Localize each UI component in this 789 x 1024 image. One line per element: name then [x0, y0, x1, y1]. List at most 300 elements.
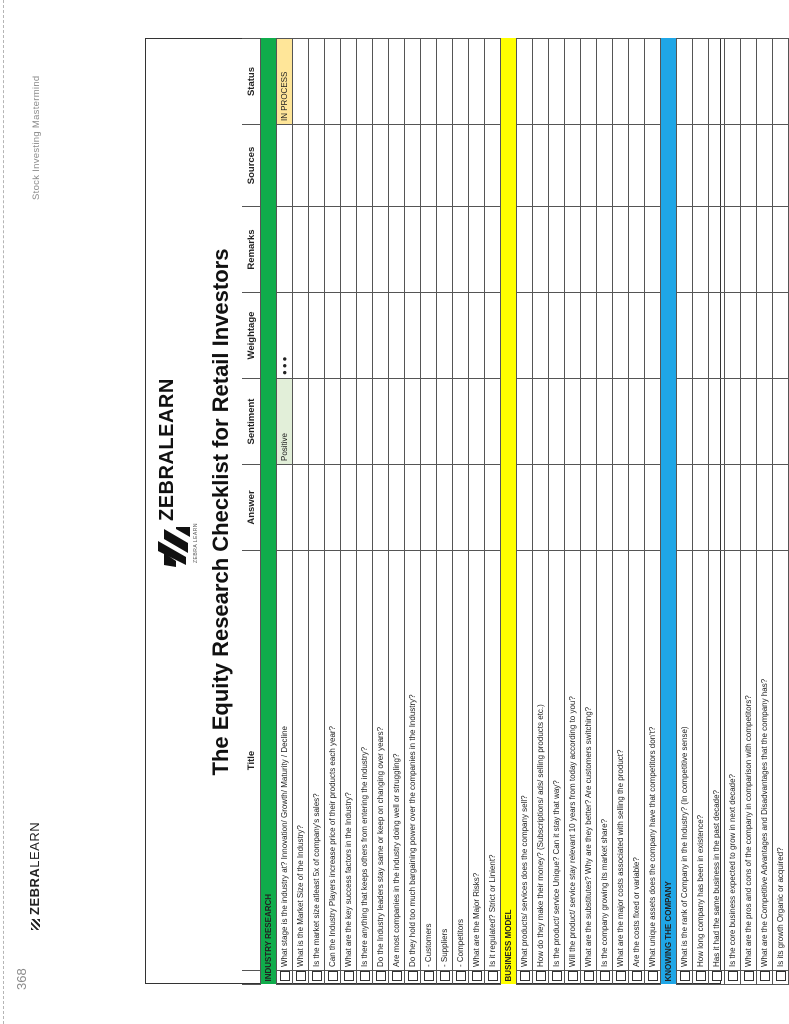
status-cell[interactable]: [677, 39, 693, 125]
status-cell[interactable]: [581, 39, 597, 125]
checklist-row: [517, 39, 533, 985]
status-cell[interactable]: [469, 39, 485, 125]
sentiment-cell[interactable]: [581, 379, 597, 465]
checkbox-cell: [517, 971, 533, 985]
checklist-checkbox[interactable]: [392, 971, 402, 981]
status-cell[interactable]: [373, 39, 389, 125]
answer-cell[interactable]: [677, 465, 693, 551]
remarks-cell[interactable]: [725, 207, 741, 293]
status-cell[interactable]: [357, 39, 373, 125]
status-cell[interactable]: [549, 39, 565, 125]
running-header: Stock Investing Mastermind: [31, 75, 42, 200]
answer-cell[interactable]: [341, 465, 357, 551]
checkbox-cell: [373, 971, 389, 985]
status-cell[interactable]: [533, 39, 549, 125]
question-text: Is the core business expected to grow in next decade?: [725, 551, 741, 971]
sources-cell[interactable]: [533, 125, 549, 207]
sentiment-cell[interactable]: [485, 379, 501, 465]
question-text: What are the key success factors in the Industry?: [341, 551, 357, 971]
answer-cell[interactable]: [293, 465, 309, 551]
answer-cell[interactable]: [325, 465, 341, 551]
remarks-cell[interactable]: [357, 207, 373, 293]
sentiment-cell[interactable]: [709, 379, 725, 465]
weightage-cell[interactable]: [421, 293, 437, 379]
checkbox-cell: [757, 971, 773, 985]
weightage-cell[interactable]: [453, 293, 469, 379]
checklist-row: [437, 39, 453, 985]
sources-cell[interactable]: [693, 125, 709, 207]
checklist-row: [341, 39, 357, 985]
remarks-cell[interactable]: [341, 207, 357, 293]
answer-cell[interactable]: [629, 465, 645, 551]
sources-cell[interactable]: [773, 125, 789, 207]
logo-area: [146, 39, 206, 985]
sentiment-cell[interactable]: [741, 379, 757, 465]
sources-cell[interactable]: [549, 125, 565, 207]
checklist-checkbox[interactable]: [408, 971, 418, 981]
status-cell[interactable]: [485, 39, 501, 125]
sources-cell[interactable]: [469, 125, 485, 207]
sentiment-cell[interactable]: [533, 379, 549, 465]
sentiment-cell[interactable]: [421, 379, 437, 465]
question-text: - Customers: [421, 551, 437, 971]
sentiment-cell[interactable]: [325, 379, 341, 465]
checklist-row: [549, 39, 565, 985]
checklist-checkbox[interactable]: [600, 971, 610, 981]
answer-cell[interactable]: [357, 465, 373, 551]
sources-cell[interactable]: [437, 125, 453, 207]
status-cell[interactable]: [709, 39, 725, 125]
answer-cell[interactable]: [453, 465, 469, 551]
weightage-cell[interactable]: [357, 293, 373, 379]
sentiment-cell[interactable]: [469, 379, 485, 465]
checklist-row: [565, 39, 581, 985]
remarks-cell[interactable]: [405, 207, 421, 293]
answer-cell[interactable]: [485, 465, 501, 551]
question-text: What are the pros and cons of the company in comparison with competitors?: [741, 551, 757, 971]
checklist-row: [373, 39, 389, 985]
checkbox-cell: [421, 971, 437, 985]
answer-cell[interactable]: [741, 465, 757, 551]
answer-cell[interactable]: [725, 465, 741, 551]
checkbox-cell: [741, 971, 757, 985]
status-cell[interactable]: [629, 39, 645, 125]
weightage-cell[interactable]: [725, 293, 741, 379]
col-answer: Answer: [242, 465, 261, 551]
section-knowing-the-company: [661, 39, 677, 985]
checklist-sheet: [146, 39, 785, 985]
question-text: Do they hold too much bargaining power over the companies in the Industry?: [405, 551, 421, 971]
checklist-body: [261, 39, 789, 985]
remarks-cell[interactable]: [533, 207, 549, 293]
checklist-checkbox[interactable]: [696, 971, 706, 981]
answer-cell[interactable]: [421, 465, 437, 551]
checklist-row: [357, 39, 373, 985]
checklist-checkbox[interactable]: [424, 971, 434, 981]
checklist-checkbox[interactable]: [728, 971, 738, 981]
answer-cell[interactable]: [309, 465, 325, 551]
question-text: Can the Industry Players increase price of their products each year?: [325, 551, 341, 971]
checklist-row: [293, 39, 309, 985]
weightage-cell[interactable]: [677, 293, 693, 379]
weightage-cell[interactable]: [629, 293, 645, 379]
checklist-checkbox[interactable]: [488, 971, 498, 981]
checklist-checkbox[interactable]: [472, 971, 482, 981]
checklist-checkbox[interactable]: [296, 971, 306, 981]
sources-cell[interactable]: [373, 125, 389, 207]
answer-cell[interactable]: [389, 465, 405, 551]
checkbox-cell: [485, 971, 501, 985]
checklist-row: [597, 39, 613, 985]
checkbox-cell: [293, 971, 309, 985]
checklist-checkbox[interactable]: [616, 971, 626, 981]
checklist-checkbox[interactable]: [648, 971, 658, 981]
answer-cell[interactable]: [517, 465, 533, 551]
weightage-cell[interactable]: [549, 293, 565, 379]
answer-cell[interactable]: [373, 465, 389, 551]
checklist-checkbox[interactable]: [312, 971, 322, 981]
col-status: Status: [242, 39, 261, 125]
remarks-cell[interactable]: [325, 207, 341, 293]
status-cell[interactable]: [325, 39, 341, 125]
sentiment-cell[interactable]: [389, 379, 405, 465]
sources-cell[interactable]: [325, 125, 341, 207]
header-checkbox-spacer: [242, 971, 261, 985]
weightage-cell[interactable]: [773, 293, 789, 379]
checkbox-cell: [405, 971, 421, 985]
weightage-cell[interactable]: [405, 293, 421, 379]
remarks-cell[interactable]: [773, 207, 789, 293]
sentiment-cell[interactable]: [613, 379, 629, 465]
checklist-row: [277, 39, 293, 985]
status-cell[interactable]: [437, 39, 453, 125]
answer-cell[interactable]: [405, 465, 421, 551]
sentiment-cell[interactable]: [597, 379, 613, 465]
remarks-cell[interactable]: [629, 207, 645, 293]
sources-cell[interactable]: [757, 125, 773, 207]
weightage-cell[interactable]: [533, 293, 549, 379]
question-text: How long company has been in existence?: [693, 551, 709, 971]
question-text: - Competitors: [453, 551, 469, 971]
checklist-checkbox[interactable]: [360, 971, 370, 981]
remarks-cell[interactable]: [373, 207, 389, 293]
weightage-cell[interactable]: [693, 293, 709, 379]
weightage-cell[interactable]: [565, 293, 581, 379]
checklist-checkbox[interactable]: [440, 971, 450, 981]
status-cell[interactable]: [773, 39, 789, 125]
checkbox-cell: [341, 971, 357, 985]
checkbox-cell: [389, 971, 405, 985]
sources-cell[interactable]: [629, 125, 645, 207]
question-text: Is its growth Organic or acquired?: [773, 551, 789, 971]
remarks-cell[interactable]: [389, 207, 405, 293]
sources-cell[interactable]: [389, 125, 405, 207]
answer-cell[interactable]: [549, 465, 565, 551]
col-remarks: Remarks: [242, 207, 261, 293]
sentiment-cell[interactable]: Positive: [277, 379, 293, 465]
checkbox-cell: [565, 971, 581, 985]
remarks-cell[interactable]: [469, 207, 485, 293]
answer-cell[interactable]: [581, 465, 597, 551]
sentiment-cell[interactable]: [773, 379, 789, 465]
brand-name: ZEBRALEARN: [156, 378, 178, 521]
weightage-cell[interactable]: [437, 293, 453, 379]
checkbox-cell: [645, 971, 661, 985]
question-text: What is the Market Size of the Industry?: [293, 551, 309, 971]
sentiment-cell[interactable]: [549, 379, 565, 465]
checkbox-cell: [469, 971, 485, 985]
weightage-cell[interactable]: [373, 293, 389, 379]
status-cell[interactable]: [565, 39, 581, 125]
checklist-checkbox[interactable]: [568, 971, 578, 981]
checkbox-cell: [629, 971, 645, 985]
remarks-cell[interactable]: [437, 207, 453, 293]
sentiment-cell[interactable]: [405, 379, 421, 465]
sources-cell[interactable]: [725, 125, 741, 207]
checklist-row: [709, 39, 725, 985]
col-sentiment: Sentiment: [242, 379, 261, 465]
question-text: Is the product/ service Unique? Can it stay that way?: [549, 551, 565, 971]
question-text: What are the Major Risks?: [469, 551, 485, 971]
answer-cell[interactable]: [693, 465, 709, 551]
checkbox-cell: [357, 971, 373, 985]
sources-cell[interactable]: [421, 125, 437, 207]
sentiment-cell[interactable]: [517, 379, 533, 465]
checklist-row: [773, 39, 789, 985]
remarks-cell[interactable]: [421, 207, 437, 293]
question-text: - Suppliers: [437, 551, 453, 971]
sentiment-cell[interactable]: [757, 379, 773, 465]
status-cell[interactable]: [389, 39, 405, 125]
status-cell[interactable]: [421, 39, 437, 125]
answer-cell[interactable]: [757, 465, 773, 551]
weightage-cell[interactable]: [645, 293, 661, 379]
answer-cell[interactable]: [277, 465, 293, 551]
checkbox-cell: [613, 971, 629, 985]
checklist-checkbox[interactable]: [328, 971, 338, 981]
sentiment-cell[interactable]: [725, 379, 741, 465]
checklist-row: [421, 39, 437, 985]
sources-cell[interactable]: [405, 125, 421, 207]
sentiment-cell[interactable]: [565, 379, 581, 465]
weightage-cell[interactable]: [517, 293, 533, 379]
sources-cell[interactable]: [341, 125, 357, 207]
remarks-cell[interactable]: [565, 207, 581, 293]
checkbox-cell: [309, 971, 325, 985]
checklist-row: [309, 39, 325, 985]
checklist-row: [757, 39, 773, 985]
checklist-row: [629, 39, 645, 985]
section-label: INDUSTRY RESEARCH: [261, 39, 277, 985]
remarks-cell[interactable]: [597, 207, 613, 293]
sentiment-cell[interactable]: [453, 379, 469, 465]
checklist-checkbox[interactable]: [376, 971, 386, 981]
answer-cell[interactable]: [773, 465, 789, 551]
sources-cell[interactable]: [517, 125, 533, 207]
checkbox-cell: [677, 971, 693, 985]
status-cell[interactable]: [741, 39, 757, 125]
sentiment-cell[interactable]: [309, 379, 325, 465]
footer-brand-bold: ZEBRA: [27, 867, 42, 915]
checklist-checkbox[interactable]: [584, 971, 594, 981]
status-cell[interactable]: [757, 39, 773, 125]
sentiment-cell[interactable]: [437, 379, 453, 465]
remarks-cell[interactable]: [293, 207, 309, 293]
remarks-cell[interactable]: [709, 207, 725, 293]
sources-cell[interactable]: [597, 125, 613, 207]
sources-cell[interactable]: [357, 125, 373, 207]
question-text: What is the rank of Company in the Industry? (In competitive sense): [677, 551, 693, 971]
section-label: BUSINESS MODEL: [501, 39, 517, 985]
sentiment-cell[interactable]: [293, 379, 309, 465]
question-text: Is the company growing its market share?: [597, 551, 613, 971]
checkbox-cell: [437, 971, 453, 985]
sentiment-cell[interactable]: [645, 379, 661, 465]
checklist-checkbox[interactable]: [712, 971, 722, 981]
answer-cell[interactable]: [565, 465, 581, 551]
status-cell[interactable]: [517, 39, 533, 125]
checklist-table: [242, 38, 789, 985]
checklist-row: [677, 39, 693, 985]
checkbox-cell: [325, 971, 341, 985]
status-cell[interactable]: [725, 39, 741, 125]
sources-cell[interactable]: [485, 125, 501, 207]
answer-cell[interactable]: [709, 465, 725, 551]
answer-cell[interactable]: [597, 465, 613, 551]
checklist-row: [325, 39, 341, 985]
checklist-row: [645, 39, 661, 985]
sources-cell[interactable]: [613, 125, 629, 207]
remarks-cell[interactable]: [693, 207, 709, 293]
question-text: What are the substitutes? Why are they better? Are customers switching?: [581, 551, 597, 971]
checklist-checkbox[interactable]: [280, 971, 290, 981]
status-cell[interactable]: [293, 39, 309, 125]
question-text: Is the market size atleast 5x of company's sales?: [309, 551, 325, 971]
checklist-checkbox[interactable]: [456, 971, 466, 981]
weightage-cell[interactable]: [309, 293, 325, 379]
answer-cell[interactable]: [645, 465, 661, 551]
checklist-checkbox[interactable]: [632, 971, 642, 981]
sources-cell[interactable]: [453, 125, 469, 207]
weightage-cell[interactable]: [613, 293, 629, 379]
remarks-cell[interactable]: [453, 207, 469, 293]
remarks-cell[interactable]: [581, 207, 597, 293]
sources-cell[interactable]: [741, 125, 757, 207]
status-cell[interactable]: IN PROCESS: [277, 39, 293, 125]
answer-cell[interactable]: [469, 465, 485, 551]
sentiment-cell[interactable]: [693, 379, 709, 465]
sentiment-cell[interactable]: [373, 379, 389, 465]
sources-cell[interactable]: [645, 125, 661, 207]
question-text: What are the Competitive Advantages and Disadvantages that the company has?: [757, 551, 773, 971]
checklist-checkbox[interactable]: [680, 971, 690, 981]
sources-cell[interactable]: [565, 125, 581, 207]
status-cell[interactable]: [453, 39, 469, 125]
checklist-checkbox[interactable]: [744, 971, 754, 981]
checklist-row: [453, 39, 469, 985]
sentiment-cell[interactable]: [341, 379, 357, 465]
weightage-cell[interactable]: [709, 293, 725, 379]
checklist-checkbox[interactable]: [760, 971, 770, 981]
checklist-checkbox[interactable]: [344, 971, 354, 981]
remarks-cell[interactable]: [645, 207, 661, 293]
status-cell[interactable]: [693, 39, 709, 125]
question-text: What unique assets does the company have that competitors don't?: [645, 551, 661, 971]
weightage-cell[interactable]: [389, 293, 405, 379]
question-text: Will the product/ service stay relevant 10 years from today according to you?: [565, 551, 581, 971]
checkbox-cell: [549, 971, 565, 985]
weightage-cell[interactable]: [293, 293, 309, 379]
question-text: Do the Industry leaders stay same or keep on changing over years?: [373, 551, 389, 971]
weightage-cell[interactable]: [341, 293, 357, 379]
sheet-title: The Equity Research Checklist for Retail Investors: [208, 248, 233, 776]
remarks-cell[interactable]: [549, 207, 565, 293]
sources-cell[interactable]: [309, 125, 325, 207]
weightage-cell[interactable]: [741, 293, 757, 379]
sources-cell[interactable]: [293, 125, 309, 207]
weightage-cell[interactable]: ●●●: [277, 293, 293, 379]
answer-cell[interactable]: [437, 465, 453, 551]
remarks-cell[interactable]: [757, 207, 773, 293]
sentiment-cell[interactable]: [629, 379, 645, 465]
answer-cell[interactable]: [533, 465, 549, 551]
sources-cell[interactable]: [677, 125, 693, 207]
question-text: Are the costs fixed or variable?: [629, 551, 645, 971]
sentiment-cell[interactable]: [677, 379, 693, 465]
remarks-cell[interactable]: [485, 207, 501, 293]
remarks-cell[interactable]: [517, 207, 533, 293]
status-cell[interactable]: [309, 39, 325, 125]
checklist-checkbox[interactable]: [536, 971, 546, 981]
sentiment-cell[interactable]: [357, 379, 373, 465]
header-row: [242, 39, 261, 985]
checklist-row: [613, 39, 629, 985]
sources-cell[interactable]: [581, 125, 597, 207]
status-cell[interactable]: [341, 39, 357, 125]
remarks-cell[interactable]: [277, 207, 293, 293]
weightage-cell[interactable]: [581, 293, 597, 379]
checkbox-cell: [693, 971, 709, 985]
checklist-row: [741, 39, 757, 985]
status-cell[interactable]: [645, 39, 661, 125]
checklist-checkbox[interactable]: [520, 971, 530, 981]
remarks-cell[interactable]: [309, 207, 325, 293]
answer-cell[interactable]: [613, 465, 629, 551]
checklist-row: [725, 39, 741, 985]
weightage-cell[interactable]: [469, 293, 485, 379]
checklist-checkbox[interactable]: [776, 971, 786, 981]
sources-cell[interactable]: [277, 125, 293, 207]
checklist-checkbox[interactable]: [552, 971, 562, 981]
status-cell[interactable]: [597, 39, 613, 125]
remarks-cell[interactable]: [677, 207, 693, 293]
weightage-cell[interactable]: [325, 293, 341, 379]
checkbox-cell: [277, 971, 293, 985]
checklist-row: [693, 39, 709, 985]
checklist-row: [581, 39, 597, 985]
col-weightage: Weightage: [242, 293, 261, 379]
weightage-cell[interactable]: [485, 293, 501, 379]
weightage-cell[interactable]: [597, 293, 613, 379]
sources-cell[interactable]: [709, 125, 725, 207]
remarks-cell[interactable]: [613, 207, 629, 293]
weightage-cell[interactable]: [757, 293, 773, 379]
status-cell[interactable]: [405, 39, 421, 125]
checklist-row: [533, 39, 549, 985]
remarks-cell[interactable]: [741, 207, 757, 293]
status-cell[interactable]: [613, 39, 629, 125]
zebra-stripes-icon: [31, 919, 40, 930]
